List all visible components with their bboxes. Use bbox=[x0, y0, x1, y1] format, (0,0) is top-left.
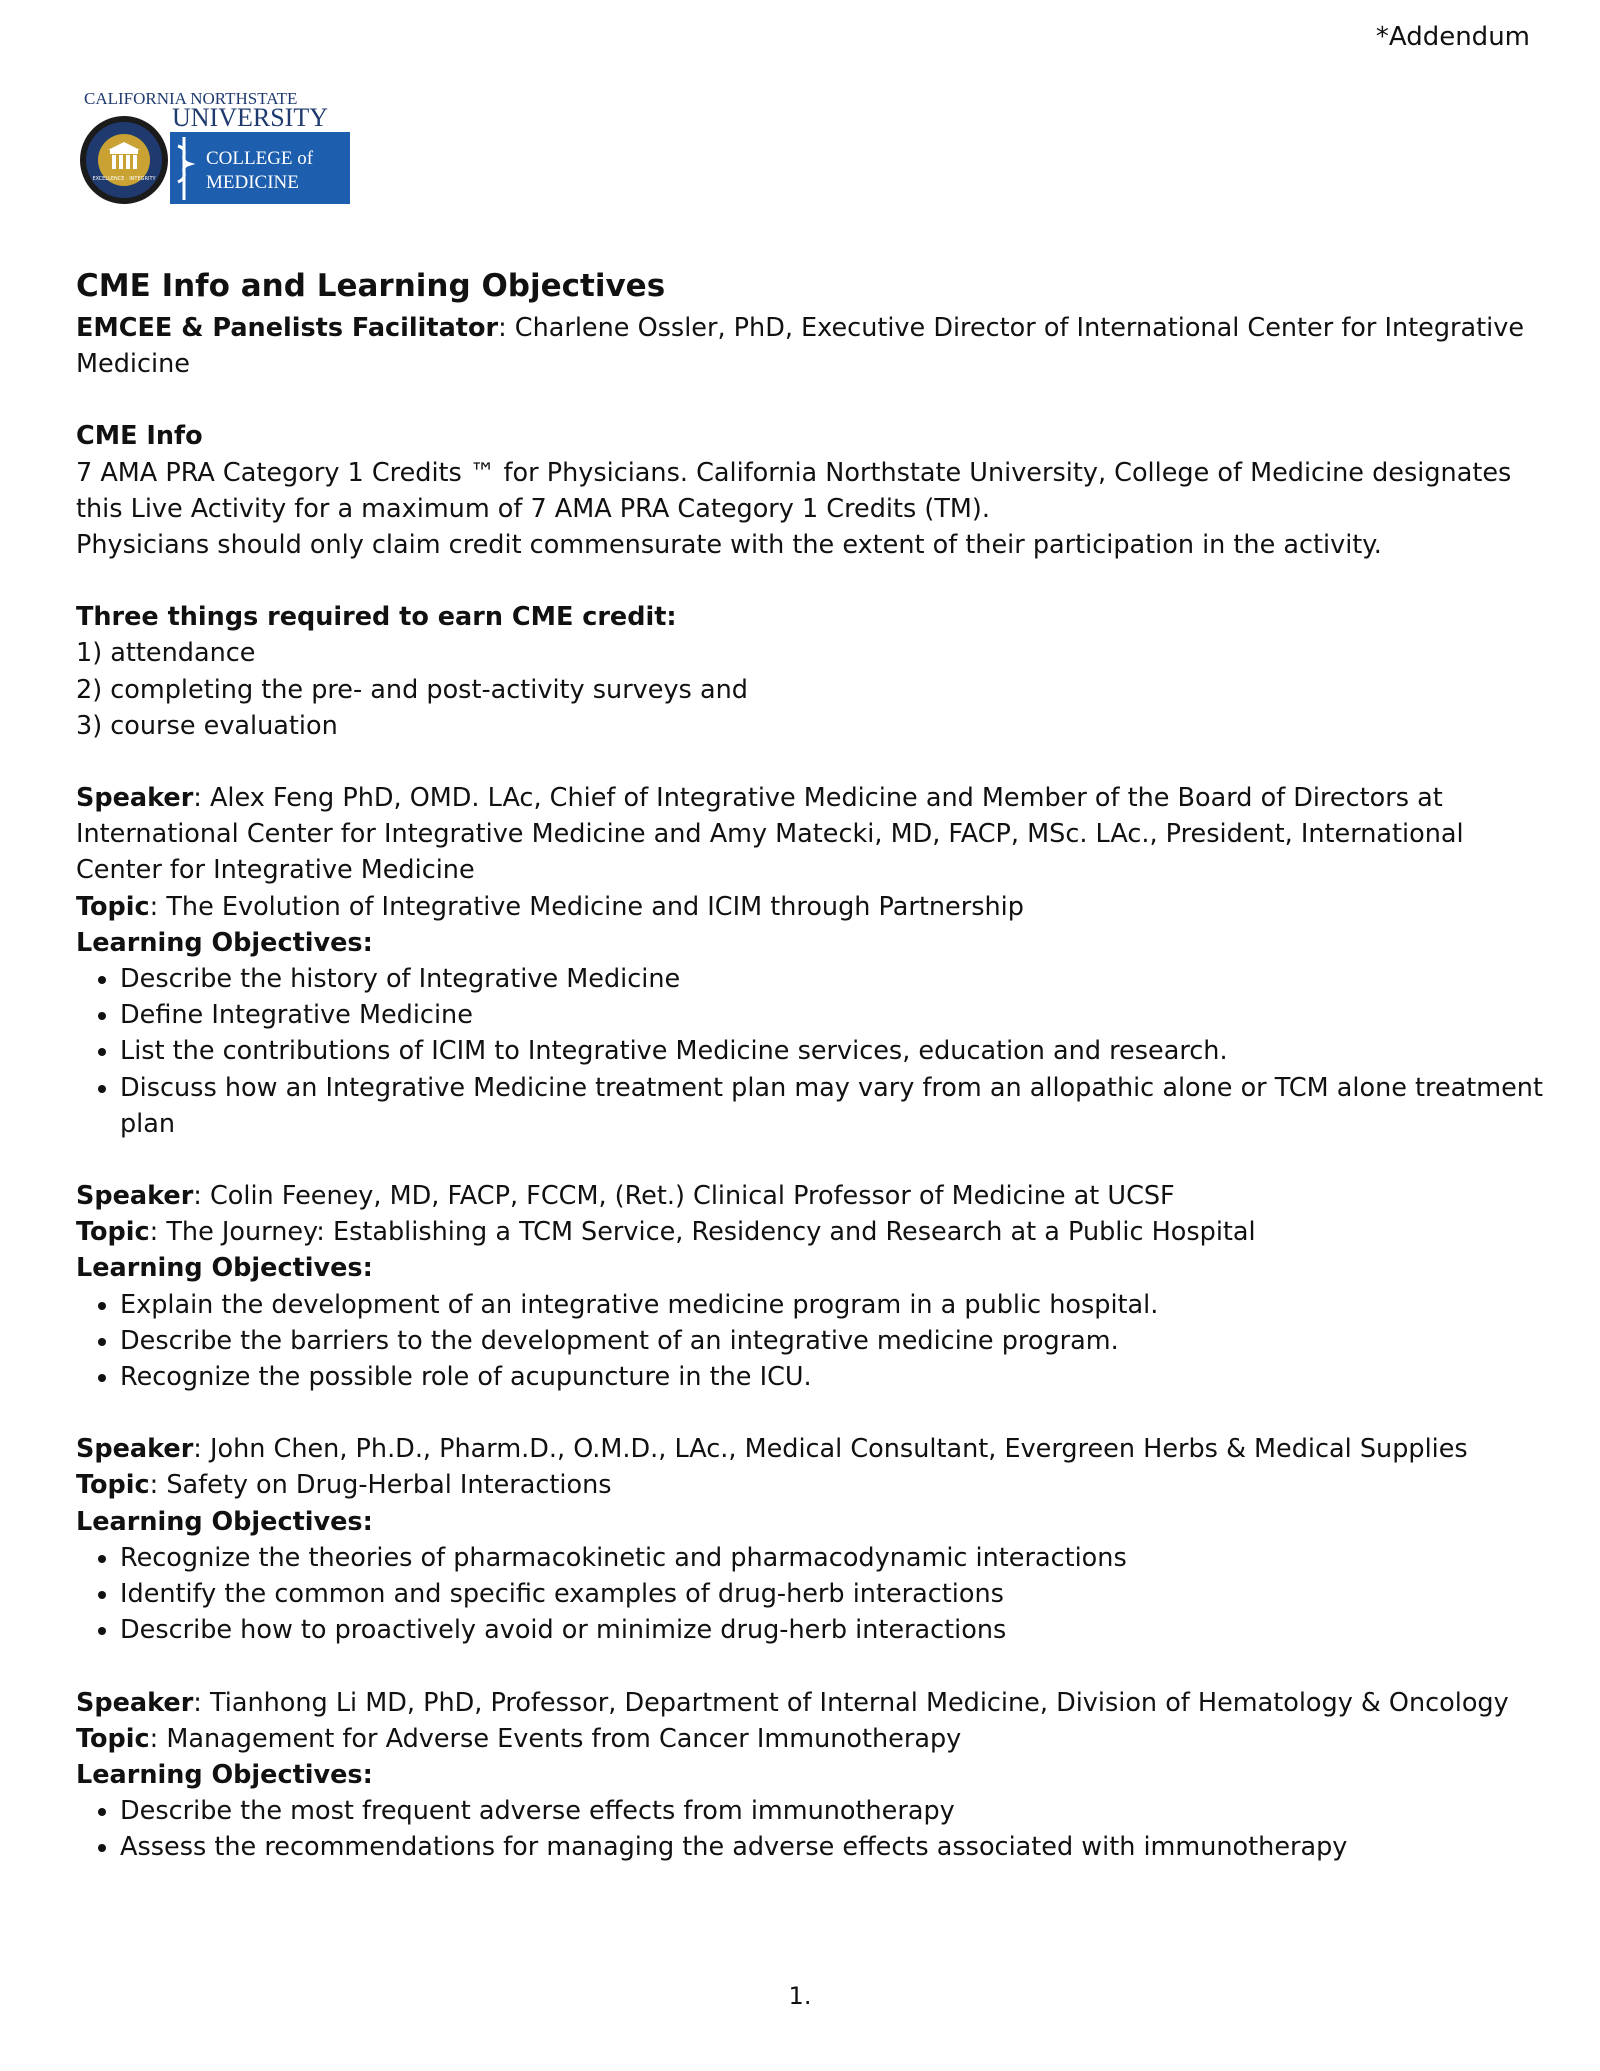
requirement-item: 3) course evaluation bbox=[76, 710, 338, 741]
objective-item: • Define Integrative Medicine bbox=[120, 997, 1546, 1033]
addendum-note: *Addendum bbox=[1375, 22, 1530, 52]
speaker-line: Speaker: Tianhong Li MD, PhD, Professor, Department of Internal Medicine, Division of Hematology & Oncology bbox=[76, 1687, 1509, 1718]
objectives-list bbox=[76, 961, 1546, 1142]
objectives-heading: Learning Objectives: bbox=[76, 927, 373, 958]
objective-item: • Describe the history of Integrative Medicine bbox=[120, 961, 1546, 997]
cme-info-line-2: Physicians should only claim credit commensurate with the extent of their participation in the activity. bbox=[76, 530, 1382, 561]
objective-item: • Discuss how an Integrative Medicine treatment plan may vary from an allopathic alone or TCM alone treatment plan bbox=[120, 1070, 1546, 1142]
page-title: CME Info and Learning Objectives bbox=[76, 268, 666, 304]
speaker-line: Speaker: John Chen, Ph.D., Pharm.D., O.M.D., LAc., Medical Consultant, Evergreen Herbs & Medical Supplies bbox=[76, 1434, 1468, 1465]
emcee-label: EMCEE & Panelists Facilitator bbox=[76, 313, 499, 343]
objective-item: • Identify the common and specific examples of drug-herb interactions bbox=[120, 1576, 1546, 1612]
seal-text: EXCELLENCE · INTEGRITY bbox=[92, 176, 156, 182]
topic-line: Topic: The Journey: Establishing a TCM Service, Residency and Research at a Public Hospital bbox=[76, 1217, 1256, 1248]
objectives-list bbox=[76, 1793, 1546, 1865]
objectives-heading: Learning Objectives: bbox=[76, 1506, 373, 1537]
seal-icon bbox=[80, 116, 168, 204]
emcee-text: : Charlene Ossler, PhD, Executive Director of International Center for Integrative Medicine bbox=[76, 313, 1525, 380]
topic-line: Topic: Safety on Drug-Herbal Interactions bbox=[76, 1470, 612, 1501]
objectives-list bbox=[76, 1287, 1546, 1396]
objective-item: • Describe how to proactively avoid or minimize drug-herb interactions bbox=[120, 1612, 1546, 1648]
logo-line-1: CALIFORNIA NORTHSTATE bbox=[84, 92, 298, 108]
requirement-item: 1) attendance bbox=[76, 638, 256, 669]
university-logo bbox=[74, 92, 350, 204]
requirements-heading: Three things required to earn CME credit: bbox=[76, 602, 677, 633]
logo-line-4: MEDICINE bbox=[206, 172, 299, 193]
objectives-heading: Learning Objectives: bbox=[76, 1253, 373, 1284]
topic-line: Topic: The Evolution of Integrative Medicine and ICIM through Partnership bbox=[76, 891, 1024, 922]
logo-line-2: UNIVERSITY bbox=[172, 103, 328, 132]
objective-item: • Assess the recommendations for managing the adverse effects associated with immunotherapy bbox=[120, 1829, 1546, 1865]
objective-item: • Recognize the possible role of acupuncture in the ICU. bbox=[120, 1359, 1546, 1395]
requirement-item: 2) completing the pre- and post-activity surveys and bbox=[76, 674, 748, 705]
logo-line-3: COLLEGE of bbox=[206, 148, 314, 169]
document-body bbox=[76, 262, 1546, 1866]
objective-item: • Explain the development of an integrative medicine program in a public hospital. bbox=[120, 1287, 1546, 1323]
cme-info-heading: CME Info bbox=[76, 421, 203, 452]
objective-item: • Describe the most frequent adverse effects from immunotherapy bbox=[120, 1793, 1546, 1829]
topic-line: Topic: Management for Adverse Events from Cancer Immunotherapy bbox=[76, 1723, 962, 1754]
objective-item: • Describe the barriers to the development of an integrative medicine program. bbox=[120, 1323, 1546, 1359]
objectives-list bbox=[76, 1540, 1546, 1649]
cme-info-line-1: 7 AMA PRA Category 1 Credits ™ for Physicians. California Northstate University, College of Medicine designates this Live Activity for a maximum of 7 AMA PRA Category 1 Credits (TM). bbox=[76, 457, 1512, 524]
objective-item: • List the contributions of ICIM to Integrative Medicine services, education and research. bbox=[120, 1033, 1546, 1069]
speaker-line: Speaker: Colin Feeney, MD, FACP, FCCM, (Ret.) Clinical Professor of Medicine at UCSF bbox=[76, 1181, 1175, 1212]
emcee-line bbox=[76, 310, 1546, 382]
objectives-heading: Learning Objectives: bbox=[76, 1759, 373, 1790]
speaker-line: Speaker: Alex Feng PhD, OMD. LAc, Chief of Integrative Medicine and Member of the Board of Directors at International Center for Integrative Medicine and Amy Matecki, MD, FACP, MSc. LAc., President, International Center for Integrative Medicine bbox=[76, 783, 1464, 886]
objective-item: • Recognize the theories of pharmacokinetic and pharmacodynamic interactions bbox=[120, 1540, 1546, 1576]
page-number: 1. bbox=[788, 1982, 812, 2010]
